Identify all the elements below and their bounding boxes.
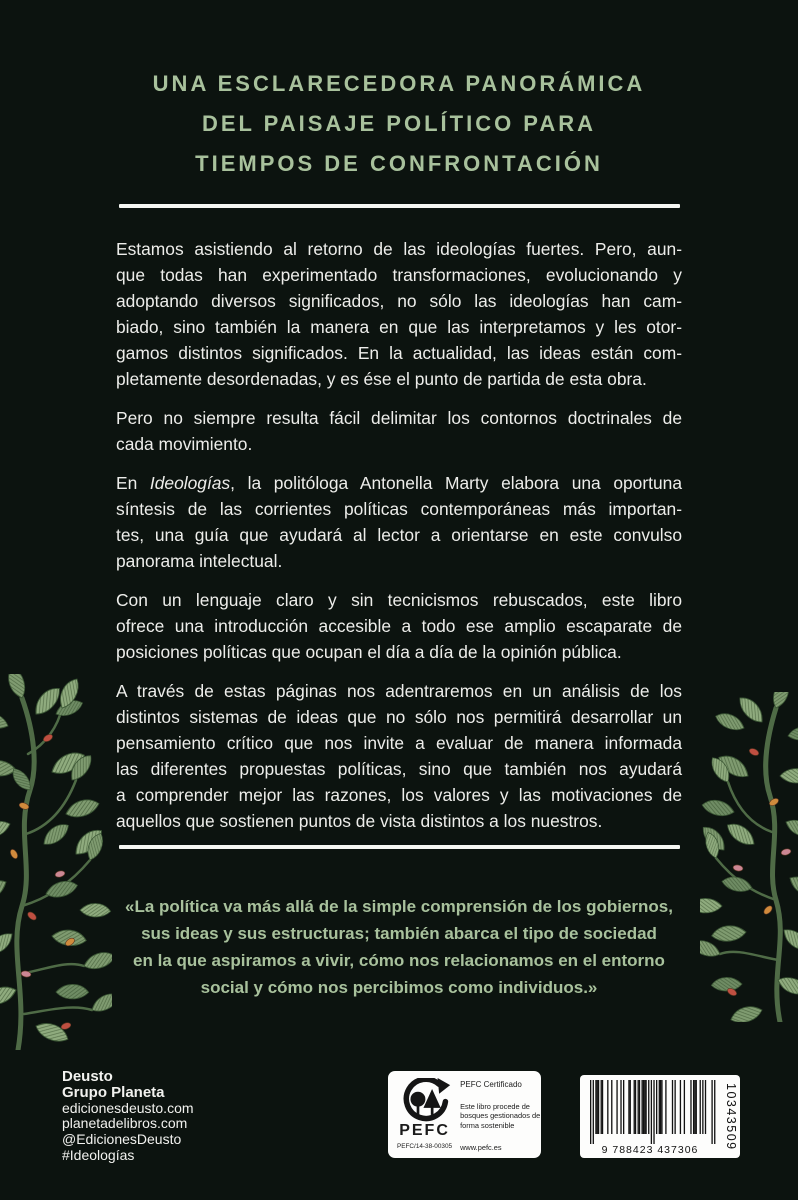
text-line: Pero no siempre resulta fácil delimitar los contornos doctrinales de [116, 408, 682, 428]
pefc-certification-box [388, 1071, 541, 1158]
text-line: aquellos que sostienen puntos de vista distintos a los nuestros. [116, 811, 603, 831]
text-line: gamos distintos significados. En la actualidad, las ideas están com- [116, 343, 682, 363]
book-title-italic: Ideologías [149, 473, 231, 493]
barcode-inner-code: 10343509 [724, 1083, 738, 1151]
publisher-info [62, 1069, 194, 1164]
text-line: social y cómo nos percibimos como individuos.» [200, 978, 598, 997]
barcode [580, 1075, 740, 1158]
text-line: pensamiento crítico que nos invite a evaluar de manera informada [116, 733, 682, 753]
pefc-code: PEFC/14-38-00305 [397, 1143, 453, 1150]
headline [0, 64, 798, 184]
publisher-website: planetadelibros.com [62, 1115, 188, 1132]
text-line [116, 470, 682, 496]
text-line: TIEMPOS DE CONFRONTACIÓN [195, 151, 603, 176]
pefc-website: www.pefc.es [460, 1143, 502, 1152]
paragraph-lines [116, 496, 682, 574]
text-line: «La política va más allá de la simple comprensión de los gobiernos, [125, 897, 673, 916]
paragraph [116, 236, 682, 392]
text-line: a comprender mejor las razones, los valores y las motivaciones de [116, 785, 682, 805]
text-line: distintos sistemas de ideas que no sólo nos permitirá desarrollar un [116, 707, 682, 727]
paragraph [116, 470, 682, 574]
paragraph [116, 587, 682, 665]
text-line: adoptando diversos significados, no sólo las ideologías han cam- [116, 291, 682, 311]
text-line: síntesis de las corrientes políticas contemporáneas más importan- [116, 499, 682, 519]
paragraph [116, 678, 682, 834]
text-fragment: , la politóloga Antonella Marty elabora una oportuna [230, 473, 682, 493]
publisher-group: Grupo Planeta [62, 1083, 165, 1101]
text-line: sus ideas y sus estructuras; también abarca el tipo de sociedad [141, 924, 657, 943]
botanical-illustration-left [0, 674, 112, 1050]
pefc-logo-icon [399, 1078, 451, 1122]
publisher-social-handle: @EdicionesDeusto [62, 1131, 182, 1148]
botanical-illustration-right [700, 692, 798, 1022]
text-line: en la que aspiramos a vivir, cómo nos relacionamos en el entorno [133, 951, 665, 970]
text-line: Con un lenguaje claro y sin tecnicismos rebuscados, este libro [116, 590, 682, 610]
text-line: ofrece una introducción accesible a todo ese amplio escaparate de [116, 616, 682, 636]
synopsis [116, 236, 682, 834]
text-line: que todas han experimentado transformaciones, evolucionando y [116, 265, 682, 285]
publisher-name: Deusto [62, 1068, 113, 1085]
pull-quote [105, 893, 693, 1001]
pefc-description: Este libro procede de bosques gestionados de forma sostenible [460, 1101, 541, 1130]
text-line: Estamos asistiendo al retorno de las ideologías fuertes. Pero, aun- [116, 239, 682, 259]
pefc-certified-title: PEFC Certificado [460, 1080, 522, 1089]
text-line: cada movimiento. [116, 434, 253, 454]
divider-bottom [119, 845, 680, 849]
text-line: tes, una guía que ayudará al lector a orientarse en este convulso [116, 525, 682, 545]
text-line: panorama intelectual. [116, 551, 283, 571]
text-line: pletamente desordenadas, y es ése el punto de partida de esta obra. [116, 369, 647, 389]
text-line: A través de estas páginas nos adentraremos en un análisis de los [116, 681, 682, 701]
publisher-hashtag: #Ideologías [62, 1146, 135, 1163]
barcode-isbn: 9 788423 437306 [601, 1144, 699, 1156]
publisher-website: edicionesdeusto.com [62, 1099, 194, 1116]
text-line: biado, sino también la manera en que las interpretamos y les otor- [116, 317, 682, 337]
text-line: las diferentes propuestas políticas, sino que también nos ayudará [116, 759, 682, 779]
text-line: posiciones políticas que ocupan el día a día de la opinión pública. [116, 642, 622, 662]
divider-top [119, 204, 680, 208]
pefc-text-column [452, 1078, 544, 1152]
pefc-logo-column [397, 1078, 452, 1152]
text-fragment: En [116, 473, 150, 493]
text-line: UNA ESCLARECEDORA PANORÁMICA [152, 71, 646, 96]
text-line: DEL PAISAJE POLÍTICO PARA [201, 111, 597, 136]
paragraph [116, 405, 682, 457]
pefc-label: PEFC [399, 1122, 450, 1139]
